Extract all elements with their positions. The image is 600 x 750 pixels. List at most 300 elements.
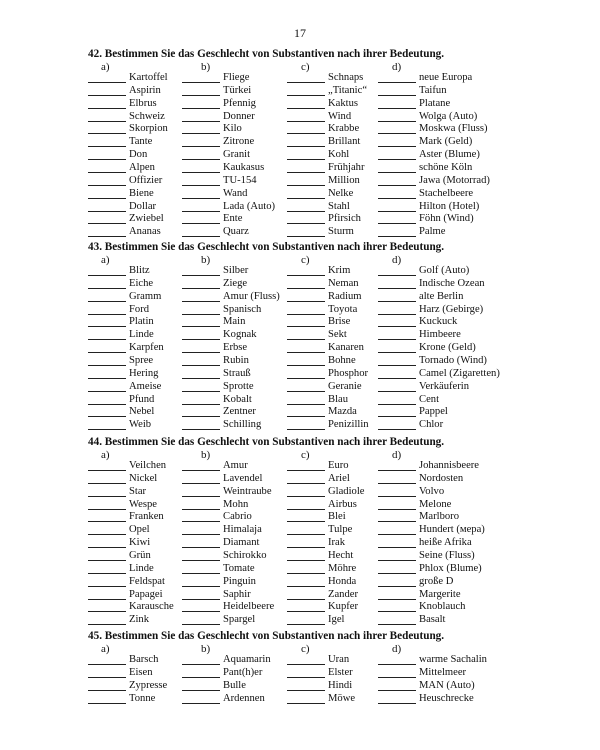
noun: Aspirin	[129, 84, 161, 96]
noun: Nickel	[129, 472, 158, 484]
noun: Sekt	[328, 329, 347, 341]
answer-blank[interactable]	[88, 404, 126, 405]
answer-blank[interactable]	[88, 198, 126, 199]
noun: Krim	[328, 265, 351, 276]
answer-blank[interactable]	[182, 339, 220, 340]
answer-blank[interactable]	[287, 223, 325, 224]
answer-blank[interactable]	[182, 429, 220, 430]
answer-blank[interactable]	[182, 586, 220, 587]
answer-blank[interactable]	[378, 404, 416, 405]
noun: Dollar	[129, 200, 157, 212]
answer-blank[interactable]	[378, 416, 416, 417]
answer-blank[interactable]	[88, 624, 126, 625]
answer-blank[interactable]	[378, 185, 416, 186]
answer-blank[interactable]	[378, 496, 416, 497]
noun: Igel	[328, 614, 345, 626]
noun: Silber	[223, 265, 249, 276]
noun: Wind	[328, 110, 352, 122]
noun: Fliege	[223, 72, 250, 83]
answer-blank[interactable]	[88, 172, 126, 173]
answer-blank[interactable]	[88, 211, 126, 212]
answer-blank[interactable]	[287, 391, 325, 392]
answer-blank[interactable]	[182, 275, 220, 276]
answer-blank[interactable]	[88, 95, 126, 96]
answer-blank[interactable]	[182, 391, 220, 392]
noun: Türkei	[223, 84, 252, 96]
answer-blank[interactable]	[182, 133, 220, 134]
answer-blank[interactable]	[287, 664, 325, 665]
noun: Golf (Auto)	[419, 265, 470, 276]
answer-blank[interactable]	[287, 82, 325, 83]
answer-blank[interactable]	[287, 211, 325, 212]
answer-blank[interactable]	[287, 365, 325, 366]
answer-blank[interactable]	[88, 483, 126, 484]
noun: Spanisch	[223, 303, 262, 315]
noun: Melone	[419, 498, 452, 510]
answer-blank[interactable]	[182, 365, 220, 366]
answer-blank[interactable]	[287, 326, 325, 327]
answer-blank[interactable]	[182, 470, 220, 471]
noun: Heidelbeere	[223, 601, 275, 613]
answer-blank[interactable]	[378, 301, 416, 302]
noun: Mark (Geld)	[419, 136, 473, 148]
answer-blank[interactable]	[287, 236, 325, 237]
answer-blank[interactable]	[287, 611, 325, 612]
answer-blank[interactable]	[88, 288, 126, 289]
answer-blank[interactable]	[378, 365, 416, 366]
noun: Hecht	[328, 549, 354, 561]
answer-blank[interactable]	[88, 185, 126, 186]
answer-blank[interactable]	[182, 416, 220, 417]
noun: Hilton (Hotel)	[419, 200, 480, 212]
noun: TU-154	[223, 174, 257, 186]
answer-blank[interactable]	[378, 677, 416, 678]
noun: Indische Ozean	[419, 277, 485, 289]
noun: Hundert (мера)	[419, 524, 485, 536]
answer-blank[interactable]	[378, 172, 416, 173]
answer-blank[interactable]	[88, 159, 126, 160]
noun: Hindi	[328, 679, 353, 691]
answer-blank[interactable]	[287, 560, 325, 561]
answer-blank[interactable]	[182, 159, 220, 160]
answer-blank[interactable]	[182, 483, 220, 484]
answer-blank[interactable]	[182, 547, 220, 548]
answer-blank[interactable]	[378, 509, 416, 510]
noun: Lavendel	[223, 472, 263, 484]
answer-blank[interactable]	[378, 429, 416, 430]
column-label: c)	[301, 61, 310, 73]
noun: Blei	[328, 511, 346, 523]
answer-blank[interactable]	[378, 82, 416, 83]
noun: Wolga (Auto)	[419, 110, 478, 122]
answer-blank[interactable]	[378, 326, 416, 327]
column-label: d)	[392, 61, 402, 73]
answer-blank[interactable]	[88, 236, 126, 237]
answer-blank[interactable]	[88, 326, 126, 327]
answer-blank[interactable]	[287, 172, 325, 173]
answer-blank[interactable]	[182, 314, 220, 315]
noun: Diamant	[223, 537, 260, 549]
answer-blank[interactable]	[88, 664, 126, 665]
noun: Gladiole	[328, 485, 365, 497]
noun: Pfennig	[223, 97, 256, 109]
noun: Quarz	[223, 226, 249, 238]
answer-blank[interactable]	[287, 121, 325, 122]
noun: Ameise	[129, 380, 162, 392]
column-label: a)	[101, 61, 110, 73]
noun: Elster	[328, 666, 353, 678]
answer-blank[interactable]	[287, 547, 325, 548]
answer-blank[interactable]	[182, 573, 220, 574]
noun: Pfirsich	[328, 213, 361, 225]
answer-blank[interactable]	[378, 159, 416, 160]
noun: Moskwa (Fluss)	[419, 123, 488, 135]
noun: Chlor	[419, 419, 444, 431]
noun: Ente	[223, 213, 243, 225]
answer-blank[interactable]	[287, 404, 325, 405]
answer-blank[interactable]	[88, 470, 126, 471]
answer-blank[interactable]	[378, 547, 416, 548]
answer-blank[interactable]	[182, 185, 220, 186]
answer-blank[interactable]	[182, 108, 220, 109]
noun: Basalt	[419, 614, 446, 626]
noun: Aquamarin	[223, 654, 271, 665]
answer-blank[interactable]	[378, 534, 416, 535]
answer-blank[interactable]	[182, 301, 220, 302]
answer-blank[interactable]	[182, 223, 220, 224]
answer-blank[interactable]	[88, 275, 126, 276]
noun: Blitz	[129, 265, 150, 276]
answer-blank[interactable]	[287, 483, 325, 484]
noun: Donner	[223, 110, 255, 122]
answer-blank[interactable]	[88, 133, 126, 134]
noun: Schnaps	[328, 72, 364, 83]
answer-blank[interactable]	[88, 690, 126, 691]
answer-blank[interactable]	[88, 677, 126, 678]
answer-blank[interactable]	[182, 677, 220, 678]
noun: Knoblauch	[419, 601, 466, 613]
column-label: b)	[201, 254, 211, 266]
answer-blank[interactable]	[378, 690, 416, 691]
answer-blank[interactable]	[378, 586, 416, 587]
noun: Hering	[129, 367, 159, 379]
noun: Uran	[328, 654, 350, 665]
answer-blank[interactable]	[88, 223, 126, 224]
answer-blank[interactable]	[378, 275, 416, 276]
noun: Zentner	[223, 406, 256, 418]
answer-blank[interactable]	[378, 223, 416, 224]
answer-blank[interactable]	[88, 586, 126, 587]
answer-blank[interactable]	[378, 236, 416, 237]
answer-blank[interactable]	[287, 521, 325, 522]
noun: Million	[328, 174, 360, 186]
column-label: a)	[101, 254, 110, 266]
answer-blank[interactable]	[378, 352, 416, 353]
column-label: c)	[301, 643, 310, 655]
answer-blank[interactable]	[182, 404, 220, 405]
noun: Wespe	[129, 498, 157, 510]
answer-blank[interactable]	[88, 365, 126, 366]
noun: Margerite	[419, 588, 461, 600]
noun: Volvo	[419, 485, 445, 497]
answer-blank[interactable]	[378, 288, 416, 289]
noun: Weib	[129, 419, 152, 431]
answer-blank[interactable]	[287, 496, 325, 497]
answer-blank[interactable]	[287, 378, 325, 379]
noun: Johannisbeere	[419, 460, 480, 471]
noun: Krabbe	[328, 123, 360, 135]
answer-blank[interactable]	[378, 664, 416, 665]
noun: Grün	[129, 549, 151, 561]
noun: Brillant	[328, 136, 361, 148]
noun: Himbeere	[419, 329, 461, 341]
column-label: b)	[201, 643, 211, 655]
noun: Geranie	[328, 380, 362, 392]
answer-blank[interactable]	[182, 560, 220, 561]
answer-blank[interactable]	[88, 547, 126, 548]
noun: MAN (Auto)	[419, 679, 475, 691]
noun: Veilchen	[129, 460, 167, 471]
answer-blank[interactable]	[287, 95, 325, 96]
answer-blank[interactable]	[182, 326, 220, 327]
answer-blank[interactable]	[88, 121, 126, 122]
noun: Möhre	[328, 562, 357, 574]
noun: Nebel	[129, 406, 155, 418]
noun: Offizier	[129, 174, 163, 186]
answer-blank[interactable]	[182, 664, 220, 665]
answer-blank[interactable]	[88, 509, 126, 510]
answer-blank[interactable]	[182, 146, 220, 147]
column-label: a)	[101, 643, 110, 655]
noun: Euro	[328, 460, 349, 471]
answer-blank[interactable]	[182, 82, 220, 83]
answer-blank[interactable]	[287, 703, 325, 704]
noun: Marlboro	[419, 511, 460, 523]
answer-blank[interactable]	[88, 378, 126, 379]
answer-blank[interactable]	[182, 95, 220, 96]
answer-blank[interactable]	[287, 690, 325, 691]
noun: Nordosten	[419, 472, 464, 484]
noun: neue Europa	[419, 72, 473, 83]
answer-blank[interactable]	[182, 211, 220, 212]
column-label: d)	[392, 643, 402, 655]
answer-blank[interactable]	[378, 611, 416, 612]
answer-blank[interactable]	[182, 521, 220, 522]
noun: Papagei	[129, 588, 163, 600]
answer-blank[interactable]	[88, 82, 126, 83]
noun: warme Sachalin	[419, 654, 487, 665]
noun: Cabrio	[223, 511, 252, 523]
answer-blank[interactable]	[287, 133, 325, 134]
answer-blank[interactable]	[378, 391, 416, 392]
answer-blank[interactable]	[182, 624, 220, 625]
noun: Kognak	[223, 329, 257, 341]
noun: Platane	[419, 97, 451, 109]
noun: Palme	[419, 226, 446, 238]
answer-blank[interactable]	[287, 146, 325, 147]
answer-blank[interactable]	[182, 703, 220, 704]
noun: Sturm	[328, 226, 354, 238]
answer-blank[interactable]	[287, 624, 325, 625]
noun: Alpen	[129, 161, 155, 173]
noun: Jawa (Motorrad)	[419, 174, 490, 186]
noun: Karausche	[129, 601, 174, 613]
answer-blank[interactable]	[182, 611, 220, 612]
answer-blank[interactable]	[378, 378, 416, 379]
answer-blank[interactable]	[378, 133, 416, 134]
answer-blank[interactable]	[287, 599, 325, 600]
noun: Sprotte	[223, 380, 254, 392]
noun: Tante	[129, 136, 153, 148]
answer-blank[interactable]	[287, 429, 325, 430]
answer-blank[interactable]	[287, 275, 325, 276]
noun: Main	[223, 316, 246, 328]
answer-blank[interactable]	[88, 611, 126, 612]
noun: Camel (Zigaretten)	[419, 367, 500, 379]
noun: Kohl	[328, 149, 350, 161]
answer-blank[interactable]	[378, 560, 416, 561]
answer-blank[interactable]	[378, 95, 416, 96]
noun: Stahl	[328, 200, 350, 212]
noun: Zwiebel	[129, 213, 164, 225]
noun: Ziege	[223, 277, 248, 289]
answer-blank[interactable]	[378, 624, 416, 625]
answer-blank[interactable]	[182, 236, 220, 237]
answer-blank[interactable]	[287, 352, 325, 353]
answer-blank[interactable]	[287, 470, 325, 471]
answer-blank[interactable]	[287, 301, 325, 302]
noun: Krone (Geld)	[419, 342, 476, 354]
answer-blank[interactable]	[88, 146, 126, 147]
noun: Granit	[223, 149, 251, 161]
answer-blank[interactable]	[287, 288, 325, 289]
answer-blank[interactable]	[182, 496, 220, 497]
noun: Heuschrecke	[419, 692, 474, 704]
noun: Neman	[328, 277, 359, 289]
answer-blank[interactable]	[378, 121, 416, 122]
answer-blank[interactable]	[378, 573, 416, 574]
noun: Wand	[223, 187, 248, 199]
noun: Spree	[129, 354, 154, 366]
noun: Pinguin	[223, 575, 256, 587]
noun: Kilo	[223, 123, 242, 135]
noun: Tomate	[223, 562, 255, 574]
answer-blank[interactable]	[378, 146, 416, 147]
answer-blank[interactable]	[88, 703, 126, 704]
answer-blank[interactable]	[378, 339, 416, 340]
answer-blank[interactable]	[182, 198, 220, 199]
noun: Gramm	[129, 290, 162, 302]
answer-blank[interactable]	[88, 314, 126, 315]
noun: Bohne	[328, 354, 356, 366]
noun: Ardennen	[223, 692, 265, 704]
noun: Blau	[328, 393, 349, 405]
noun: große D	[419, 575, 454, 587]
answer-blank[interactable]	[88, 416, 126, 417]
noun: Zink	[129, 614, 150, 626]
noun: Ariel	[328, 472, 350, 484]
answer-blank[interactable]	[287, 573, 325, 574]
answer-blank[interactable]	[287, 586, 325, 587]
answer-blank[interactable]	[378, 483, 416, 484]
noun: Himalaja	[223, 524, 262, 536]
answer-blank[interactable]	[88, 534, 126, 535]
noun: Spargel	[223, 614, 256, 626]
answer-blank[interactable]	[182, 172, 220, 173]
exercise-title: 43. Bestimmen Sie das Geschlecht von Substantiven nach ihrer Bedeutung.	[88, 241, 445, 253]
answer-blank[interactable]	[88, 108, 126, 109]
noun: Kaktus	[328, 97, 359, 109]
answer-blank[interactable]	[88, 429, 126, 430]
answer-blank[interactable]	[88, 599, 126, 600]
answer-blank[interactable]	[287, 198, 325, 199]
answer-blank[interactable]	[182, 121, 220, 122]
answer-blank[interactable]	[378, 198, 416, 199]
exercise-title: 45. Bestimmen Sie das Geschlecht von Substantiven nach ihrer Bedeutung.	[88, 630, 445, 642]
answer-blank[interactable]	[378, 314, 416, 315]
answer-blank[interactable]	[287, 416, 325, 417]
answer-blank[interactable]	[378, 703, 416, 704]
answer-blank[interactable]	[378, 470, 416, 471]
column-label: d)	[392, 254, 402, 266]
column-label: b)	[201, 449, 211, 461]
answer-blank[interactable]	[378, 211, 416, 212]
answer-blank[interactable]	[378, 599, 416, 600]
column-label: c)	[301, 254, 310, 266]
noun: Verkäuferin	[419, 380, 469, 392]
noun: Kanaren	[328, 342, 364, 354]
answer-blank[interactable]	[378, 521, 416, 522]
noun: Toyota	[328, 303, 358, 315]
answer-blank[interactable]	[182, 509, 220, 510]
answer-blank[interactable]	[182, 599, 220, 600]
answer-blank[interactable]	[88, 573, 126, 574]
noun: Amur	[223, 460, 248, 471]
column-label: d)	[392, 449, 402, 461]
answer-blank[interactable]	[88, 496, 126, 497]
answer-blank[interactable]	[287, 339, 325, 340]
answer-blank[interactable]	[287, 108, 325, 109]
noun: Skorpion	[129, 123, 168, 135]
answer-blank[interactable]	[88, 521, 126, 522]
answer-blank[interactable]	[88, 560, 126, 561]
answer-blank[interactable]	[287, 159, 325, 160]
answer-blank[interactable]	[88, 352, 126, 353]
answer-blank[interactable]	[182, 378, 220, 379]
answer-blank[interactable]	[182, 288, 220, 289]
answer-blank[interactable]	[287, 509, 325, 510]
page-number: 17	[294, 26, 306, 40]
answer-blank[interactable]	[287, 534, 325, 535]
exercise-title: 44. Bestimmen Sie das Geschlecht von Substantiven nach ihrer Bedeutung.	[88, 436, 445, 448]
answer-blank[interactable]	[88, 339, 126, 340]
answer-blank[interactable]	[287, 185, 325, 186]
answer-blank[interactable]	[88, 391, 126, 392]
noun: Linde	[129, 562, 154, 574]
answer-blank[interactable]	[182, 690, 220, 691]
answer-blank[interactable]	[378, 108, 416, 109]
noun: Weintraube	[223, 485, 272, 497]
answer-blank[interactable]	[287, 314, 325, 315]
noun: Kuckuck	[419, 316, 458, 328]
answer-blank[interactable]	[287, 677, 325, 678]
noun: Airbus	[328, 498, 357, 510]
answer-blank[interactable]	[182, 352, 220, 353]
answer-blank[interactable]	[88, 301, 126, 302]
column-label: b)	[201, 61, 211, 73]
noun: Zander	[328, 588, 358, 600]
answer-blank[interactable]	[182, 534, 220, 535]
